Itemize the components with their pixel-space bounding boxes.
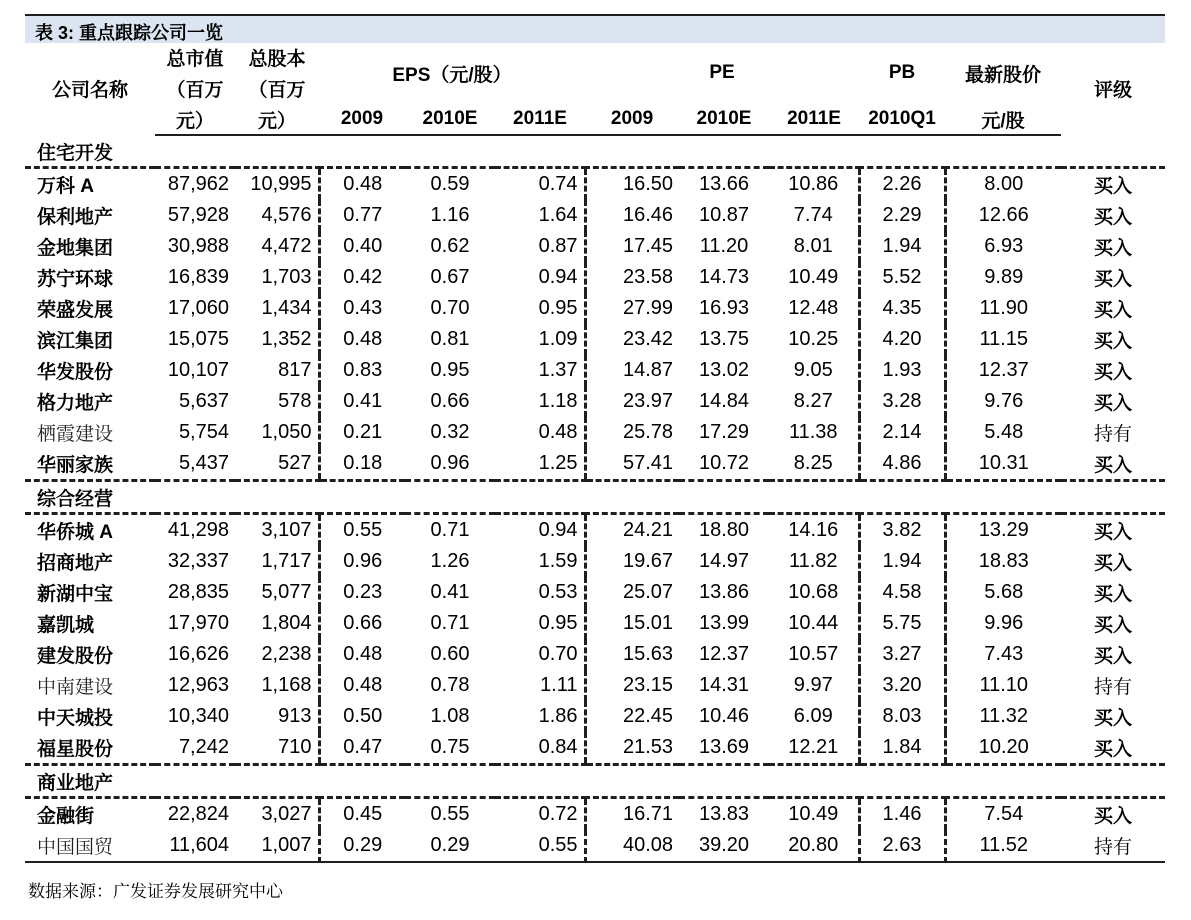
market-cap: 10,107 xyxy=(167,359,229,381)
eps-2009: 0.47 xyxy=(319,732,405,765)
eps-2011e: 0.53 xyxy=(538,581,578,603)
eps-2010e: 0.70 xyxy=(430,297,470,319)
eps-2009: 0.50 xyxy=(319,701,405,732)
market-cap: 10,340 xyxy=(167,705,229,727)
table-row xyxy=(25,830,1165,862)
eps-2009: 0.23 xyxy=(319,577,405,608)
total-shares: 3,027 xyxy=(261,803,312,825)
table-row xyxy=(25,546,1165,577)
rating: 买入 xyxy=(1094,584,1133,605)
market-cap: 30,988 xyxy=(167,235,229,257)
pe-2010e: 17.29 xyxy=(698,421,750,443)
rating: 买入 xyxy=(1061,448,1165,481)
pe-2011e: 10.44 xyxy=(788,612,839,634)
pe-2009: 23.97 xyxy=(585,386,679,417)
eps-2011e: 0.84 xyxy=(495,732,585,765)
table-row xyxy=(25,639,1165,670)
total-shares: 1,168 xyxy=(261,674,312,696)
eps-2010e: 1.16 xyxy=(430,204,470,226)
pb-2010q1: 3.27 xyxy=(859,639,945,670)
table-row xyxy=(25,324,1165,355)
table-title-bar xyxy=(25,14,1165,43)
pe-2009: 15.01 xyxy=(585,608,679,639)
rating: 买入 xyxy=(1094,207,1133,228)
pe-2010e: 14.84 xyxy=(698,390,750,412)
table-body xyxy=(25,42,1165,862)
eps-2010e: 0.32 xyxy=(430,421,470,443)
pb-2010q1: 5.52 xyxy=(859,262,945,293)
pe-2010e: 13.75 xyxy=(698,328,750,350)
table-row xyxy=(25,355,1165,386)
company-name: 保利地产 xyxy=(37,207,114,228)
company-name: 华侨城 A xyxy=(37,522,114,543)
company-name: 中天城投 xyxy=(37,708,114,729)
header-year-eps-2009: 2009 xyxy=(319,104,405,135)
rating: 买入 xyxy=(1094,362,1133,383)
header-row-1 xyxy=(25,42,1165,73)
rating: 持有 xyxy=(1094,677,1133,698)
latest-price: 11.10 xyxy=(945,670,1061,701)
eps-2009: 0.96 xyxy=(319,546,405,577)
table-row xyxy=(25,608,1165,639)
total-shares: 710 xyxy=(235,732,319,765)
latest-price: 11.32 xyxy=(945,701,1061,732)
pe-2011e: 10.57 xyxy=(788,643,839,665)
eps-2011e: 0.70 xyxy=(538,643,578,665)
market-cap: 15,075 xyxy=(167,328,229,350)
header-mktcap-3: 元） xyxy=(155,104,235,135)
pe-2011e: 12.48 xyxy=(788,297,839,319)
pe-2010e: 13.02 xyxy=(698,359,750,381)
company-name: 华丽家族 xyxy=(25,448,155,481)
pe-2009: 22.45 xyxy=(585,701,679,732)
rating: 买入 xyxy=(1094,708,1133,729)
company-name: 栖霞建设 xyxy=(37,424,114,445)
section-row xyxy=(25,481,1165,514)
pe-2009: 24.21 xyxy=(585,514,679,547)
section-title: 住宅开发 xyxy=(25,135,1165,168)
pb-2010q1: 2.29 xyxy=(859,200,945,231)
pb-2010q1: 3.82 xyxy=(859,514,945,547)
header-year-pe-2009: 2009 xyxy=(585,104,679,135)
total-shares: 4,576 xyxy=(261,204,312,226)
pb-2010q1: 3.20 xyxy=(859,670,945,701)
market-cap: 41,298 xyxy=(167,519,229,541)
latest-price: 10.31 xyxy=(945,448,1061,481)
pe-2011e: 10.49 xyxy=(788,803,839,825)
company-name: 格力地产 xyxy=(37,393,114,414)
market-cap: 5,637 xyxy=(178,390,229,412)
pe-2011e: 8.27 xyxy=(793,390,833,412)
eps-2009: 0.48 xyxy=(319,639,405,670)
pe-2011e: 12.21 xyxy=(769,732,859,765)
latest-price: 12.37 xyxy=(945,355,1061,386)
market-cap: 17,970 xyxy=(167,612,229,634)
header-rating: 评级 xyxy=(1094,80,1133,101)
table-row xyxy=(25,386,1165,417)
eps-2009: 0.55 xyxy=(319,514,405,547)
pb-2010q1: 4.86 xyxy=(859,448,945,481)
total-shares: 3,107 xyxy=(261,519,312,541)
eps-2009: 0.21 xyxy=(319,417,405,448)
total-shares: 527 xyxy=(235,448,319,481)
latest-price: 10.20 xyxy=(945,732,1061,765)
eps-2011e: 1.25 xyxy=(495,448,585,481)
market-cap: 22,824 xyxy=(167,803,229,825)
pb-2010q1: 5.75 xyxy=(859,608,945,639)
header-shares-1: 总股本 xyxy=(248,49,306,70)
header-price: 最新股价 xyxy=(965,64,1042,86)
latest-price: 13.29 xyxy=(945,514,1061,547)
pe-2009: 25.07 xyxy=(585,577,679,608)
pe-2009: 21.53 xyxy=(585,732,679,765)
rating: 持有 xyxy=(1061,830,1165,862)
company-name: 金地集团 xyxy=(37,238,114,259)
eps-2009: 0.48 xyxy=(319,670,405,701)
market-cap: 57,928 xyxy=(167,204,229,226)
eps-2010e: 0.75 xyxy=(405,732,495,765)
market-cap: 17,060 xyxy=(167,297,229,319)
pe-2011e: 9.97 xyxy=(793,674,833,696)
total-shares: 5,077 xyxy=(261,581,312,603)
eps-2010e: 0.78 xyxy=(430,674,470,696)
rating: 买入 xyxy=(1094,176,1133,197)
latest-price: 9.96 xyxy=(945,608,1061,639)
pe-2011e: 10.86 xyxy=(788,173,839,195)
pe-2009: 16.50 xyxy=(585,168,679,201)
pe-2010e: 11.20 xyxy=(699,235,749,257)
rating: 持有 xyxy=(1094,424,1133,445)
company-name: 滨江集团 xyxy=(37,331,114,352)
rating: 买入 xyxy=(1094,300,1133,321)
pe-2010e: 13.83 xyxy=(698,803,750,825)
pe-2011e: 8.01 xyxy=(793,235,833,257)
header-shares-3: 元） xyxy=(235,104,319,135)
header-year-pe-2011e: 2011E xyxy=(769,104,859,135)
header-pe: PE xyxy=(709,62,735,83)
eps-2010e: 0.66 xyxy=(430,390,470,412)
pe-2010e: 13.66 xyxy=(698,173,750,195)
pe-2011e: 11.38 xyxy=(788,421,838,443)
header-year-pb: 2010Q1 xyxy=(859,104,945,135)
market-cap: 5,437 xyxy=(155,448,235,481)
pe-2009: 23.42 xyxy=(585,324,679,355)
total-shares: 10,995 xyxy=(250,173,312,195)
eps-2009: 0.45 xyxy=(319,798,405,831)
header-price-unit: 元/股 xyxy=(945,104,1061,135)
pe-2011e: 6.09 xyxy=(793,705,833,727)
section-row xyxy=(25,765,1165,798)
pb-2010q1: 2.63 xyxy=(859,830,945,862)
section-row xyxy=(25,135,1165,168)
eps-2009: 0.42 xyxy=(319,262,405,293)
latest-price: 12.66 xyxy=(945,200,1061,231)
header-year-eps-2011e: 2011E xyxy=(495,104,585,135)
pe-2009: 25.78 xyxy=(585,417,679,448)
pe-2010e: 12.37 xyxy=(698,643,750,665)
pb-2010q1: 4.20 xyxy=(859,324,945,355)
pe-2011e: 10.49 xyxy=(788,266,839,288)
latest-price: 8.00 xyxy=(945,168,1061,201)
market-cap: 32,337 xyxy=(167,550,229,572)
pe-2010e: 18.80 xyxy=(698,519,750,541)
eps-2011e: 0.95 xyxy=(538,612,578,634)
company-name: 苏宁环球 xyxy=(37,269,114,290)
pe-2010e: 10.46 xyxy=(698,705,750,727)
pe-2009: 57.41 xyxy=(585,448,679,481)
table-row xyxy=(25,701,1165,732)
pe-2009: 23.58 xyxy=(585,262,679,293)
eps-2009: 0.40 xyxy=(319,231,405,262)
table-row xyxy=(25,577,1165,608)
eps-2009: 0.43 xyxy=(319,293,405,324)
section-title: 综合经营 xyxy=(25,481,1165,514)
eps-2010e: 0.81 xyxy=(430,328,470,350)
header-company: 公司名称 xyxy=(51,80,128,101)
pe-2011e: 10.68 xyxy=(788,581,839,603)
market-cap: 28,835 xyxy=(167,581,229,603)
table-row xyxy=(25,798,1165,831)
pe-2011e: 20.80 xyxy=(769,830,859,862)
eps-2011e: 0.48 xyxy=(538,421,578,443)
eps-2011e: 1.37 xyxy=(538,359,578,381)
total-shares: 817 xyxy=(278,359,312,381)
pb-2010q1: 2.14 xyxy=(859,417,945,448)
rating: 买入 xyxy=(1094,553,1133,574)
company-name: 荣盛发展 xyxy=(37,300,114,321)
eps-2011e: 0.94 xyxy=(538,266,578,288)
market-cap: 87,962 xyxy=(167,173,229,195)
table-row xyxy=(25,732,1165,765)
eps-2010e: 0.71 xyxy=(430,612,470,634)
pb-2010q1: 8.03 xyxy=(859,701,945,732)
pe-2009: 27.99 xyxy=(585,293,679,324)
pe-2011e: 10.25 xyxy=(788,328,839,350)
total-shares: 4,472 xyxy=(261,235,312,257)
pe-2009: 40.08 xyxy=(585,830,679,862)
total-shares: 1,804 xyxy=(261,612,312,634)
company-name: 建发股份 xyxy=(37,646,114,667)
latest-price: 7.43 xyxy=(945,639,1061,670)
total-shares: 2,238 xyxy=(261,643,312,665)
total-shares: 1,434 xyxy=(261,297,312,319)
pe-2011e: 8.25 xyxy=(769,448,859,481)
eps-2009: 0.77 xyxy=(319,200,405,231)
eps-2011e: 1.64 xyxy=(538,204,578,226)
rating: 买入 xyxy=(1061,732,1165,765)
table-row xyxy=(25,262,1165,293)
eps-2011e: 0.74 xyxy=(538,173,578,195)
eps-2011e: 0.55 xyxy=(495,830,585,862)
pe-2010e: 39.20 xyxy=(679,830,769,862)
company-name: 嘉凯城 xyxy=(37,615,95,636)
market-cap: 16,626 xyxy=(167,643,229,665)
pb-2010q1: 1.94 xyxy=(859,231,945,262)
market-cap: 7,242 xyxy=(155,732,235,765)
market-cap: 5,754 xyxy=(178,421,229,443)
pe-2010e: 10.87 xyxy=(698,204,750,226)
pb-2010q1: 4.58 xyxy=(859,577,945,608)
header-year-pe-2010e: 2010E xyxy=(679,104,769,135)
company-name: 万科 A xyxy=(37,176,95,197)
eps-2011e: 0.95 xyxy=(538,297,578,319)
table-row xyxy=(25,168,1165,201)
latest-price: 18.83 xyxy=(945,546,1061,577)
rating: 买入 xyxy=(1094,238,1133,259)
eps-2011e: 1.86 xyxy=(538,705,578,727)
company-name: 中国国贸 xyxy=(25,830,155,862)
eps-2011e: 1.09 xyxy=(538,328,578,350)
rating: 买入 xyxy=(1094,522,1133,543)
eps-2010e: 0.60 xyxy=(430,643,470,665)
company-name: 金融街 xyxy=(37,806,95,827)
total-shares: 1,703 xyxy=(261,266,312,288)
eps-2009: 0.18 xyxy=(319,448,405,481)
pe-2009: 16.46 xyxy=(585,200,679,231)
latest-price: 5.68 xyxy=(945,577,1061,608)
total-shares: 1,050 xyxy=(261,421,312,443)
eps-2010e: 1.08 xyxy=(430,705,470,727)
latest-price: 7.54 xyxy=(945,798,1061,831)
eps-2009: 0.83 xyxy=(319,355,405,386)
rating: 买入 xyxy=(1094,331,1133,352)
pe-2010e: 13.69 xyxy=(679,732,769,765)
eps-2010e: 0.62 xyxy=(430,235,470,257)
eps-2009: 0.48 xyxy=(319,324,405,355)
pb-2010q1: 3.28 xyxy=(859,386,945,417)
latest-price: 9.89 xyxy=(945,262,1061,293)
pb-2010q1: 1.84 xyxy=(859,732,945,765)
latest-price: 9.76 xyxy=(945,386,1061,417)
pe-2011e: 11.82 xyxy=(788,550,838,572)
total-shares: 1,717 xyxy=(261,550,312,572)
eps-2010e: 0.71 xyxy=(430,519,470,541)
eps-2011e: 0.94 xyxy=(538,519,578,541)
pe-2009: 16.71 xyxy=(585,798,679,831)
pe-2010e: 14.31 xyxy=(698,674,750,696)
table-row xyxy=(25,514,1165,547)
pb-2010q1: 4.35 xyxy=(859,293,945,324)
source-note: 数据来源：广发证券发展研究中心 xyxy=(28,882,283,901)
latest-price: 11.52 xyxy=(945,830,1061,862)
table-title: 表 3: 重点跟踪公司一览 xyxy=(35,23,224,43)
total-shares: 1,352 xyxy=(261,328,312,350)
eps-2011e: 1.59 xyxy=(538,550,578,572)
eps-2011e: 0.72 xyxy=(538,803,578,825)
table-row xyxy=(25,231,1165,262)
market-cap: 12,963 xyxy=(167,674,229,696)
company-name: 华发股份 xyxy=(37,362,114,383)
pe-2011e: 9.05 xyxy=(793,359,833,381)
eps-2009: 0.66 xyxy=(319,608,405,639)
eps-2009: 0.41 xyxy=(319,386,405,417)
pb-2010q1: 1.93 xyxy=(859,355,945,386)
eps-2011e: 0.87 xyxy=(538,235,578,257)
pe-2010e: 14.73 xyxy=(698,266,750,288)
eps-2010e: 0.55 xyxy=(430,803,470,825)
table-row xyxy=(25,448,1165,481)
section-title: 商业地产 xyxy=(25,765,1165,798)
pe-2011e: 14.16 xyxy=(788,519,839,541)
table-row xyxy=(25,417,1165,448)
rating: 买入 xyxy=(1094,646,1133,667)
header-eps: EPS（元/股） xyxy=(392,64,512,86)
pe-2011e: 7.74 xyxy=(793,204,833,226)
company-tracking-table xyxy=(25,42,1165,863)
pe-2009: 23.15 xyxy=(585,670,679,701)
company-name: 中南建设 xyxy=(37,677,114,698)
eps-2010e: 0.95 xyxy=(430,359,470,381)
header-year-eps-2010e: 2010E xyxy=(405,104,495,135)
pe-2010e: 13.99 xyxy=(698,612,750,634)
pe-2009: 14.87 xyxy=(585,355,679,386)
pb-2010q1: 2.26 xyxy=(859,168,945,201)
market-cap: 16,839 xyxy=(167,266,229,288)
header-shares-2: （百万 xyxy=(248,80,306,101)
latest-price: 5.48 xyxy=(945,417,1061,448)
header-mktcap-1: 总市值 xyxy=(166,49,224,70)
rating: 买入 xyxy=(1094,269,1133,290)
table-row xyxy=(25,670,1165,701)
pb-2010q1: 1.94 xyxy=(859,546,945,577)
eps-2011e: 1.11 xyxy=(540,674,578,696)
rating: 买入 xyxy=(1094,615,1133,636)
eps-2010e: 0.96 xyxy=(405,448,495,481)
header-mktcap-2: （百万 xyxy=(166,80,224,101)
table-row xyxy=(25,200,1165,231)
rating: 买入 xyxy=(1094,393,1133,414)
eps-2010e: 1.26 xyxy=(430,550,470,572)
total-shares: 578 xyxy=(278,390,312,412)
table-row xyxy=(25,293,1165,324)
pe-2010e: 10.72 xyxy=(679,448,769,481)
company-name: 招商地产 xyxy=(37,553,114,574)
pe-2010e: 16.93 xyxy=(698,297,750,319)
eps-2010e: 0.29 xyxy=(405,830,495,862)
pe-2009: 17.45 xyxy=(585,231,679,262)
eps-2010e: 0.67 xyxy=(430,266,470,288)
header-pb: PB xyxy=(888,62,916,83)
eps-2010e: 0.41 xyxy=(430,581,470,603)
pe-2009: 19.67 xyxy=(585,546,679,577)
latest-price: 6.93 xyxy=(945,231,1061,262)
eps-2009: 0.48 xyxy=(319,168,405,201)
pe-2010e: 14.97 xyxy=(698,550,750,572)
total-shares: 913 xyxy=(278,705,312,727)
latest-price: 11.15 xyxy=(945,324,1061,355)
eps-2009: 0.29 xyxy=(319,830,405,862)
header-row-3 xyxy=(25,104,1165,135)
pb-2010q1: 1.46 xyxy=(859,798,945,831)
company-name: 新湖中宝 xyxy=(37,584,114,605)
rating: 买入 xyxy=(1094,806,1133,827)
eps-2010e: 0.59 xyxy=(430,173,470,195)
pe-2010e: 13.86 xyxy=(698,581,750,603)
pe-2009: 15.63 xyxy=(585,639,679,670)
latest-price: 11.90 xyxy=(945,293,1061,324)
total-shares: 1,007 xyxy=(235,830,319,862)
company-name: 福星股份 xyxy=(25,732,155,765)
market-cap: 11,604 xyxy=(155,830,235,862)
eps-2011e: 1.18 xyxy=(538,390,578,412)
